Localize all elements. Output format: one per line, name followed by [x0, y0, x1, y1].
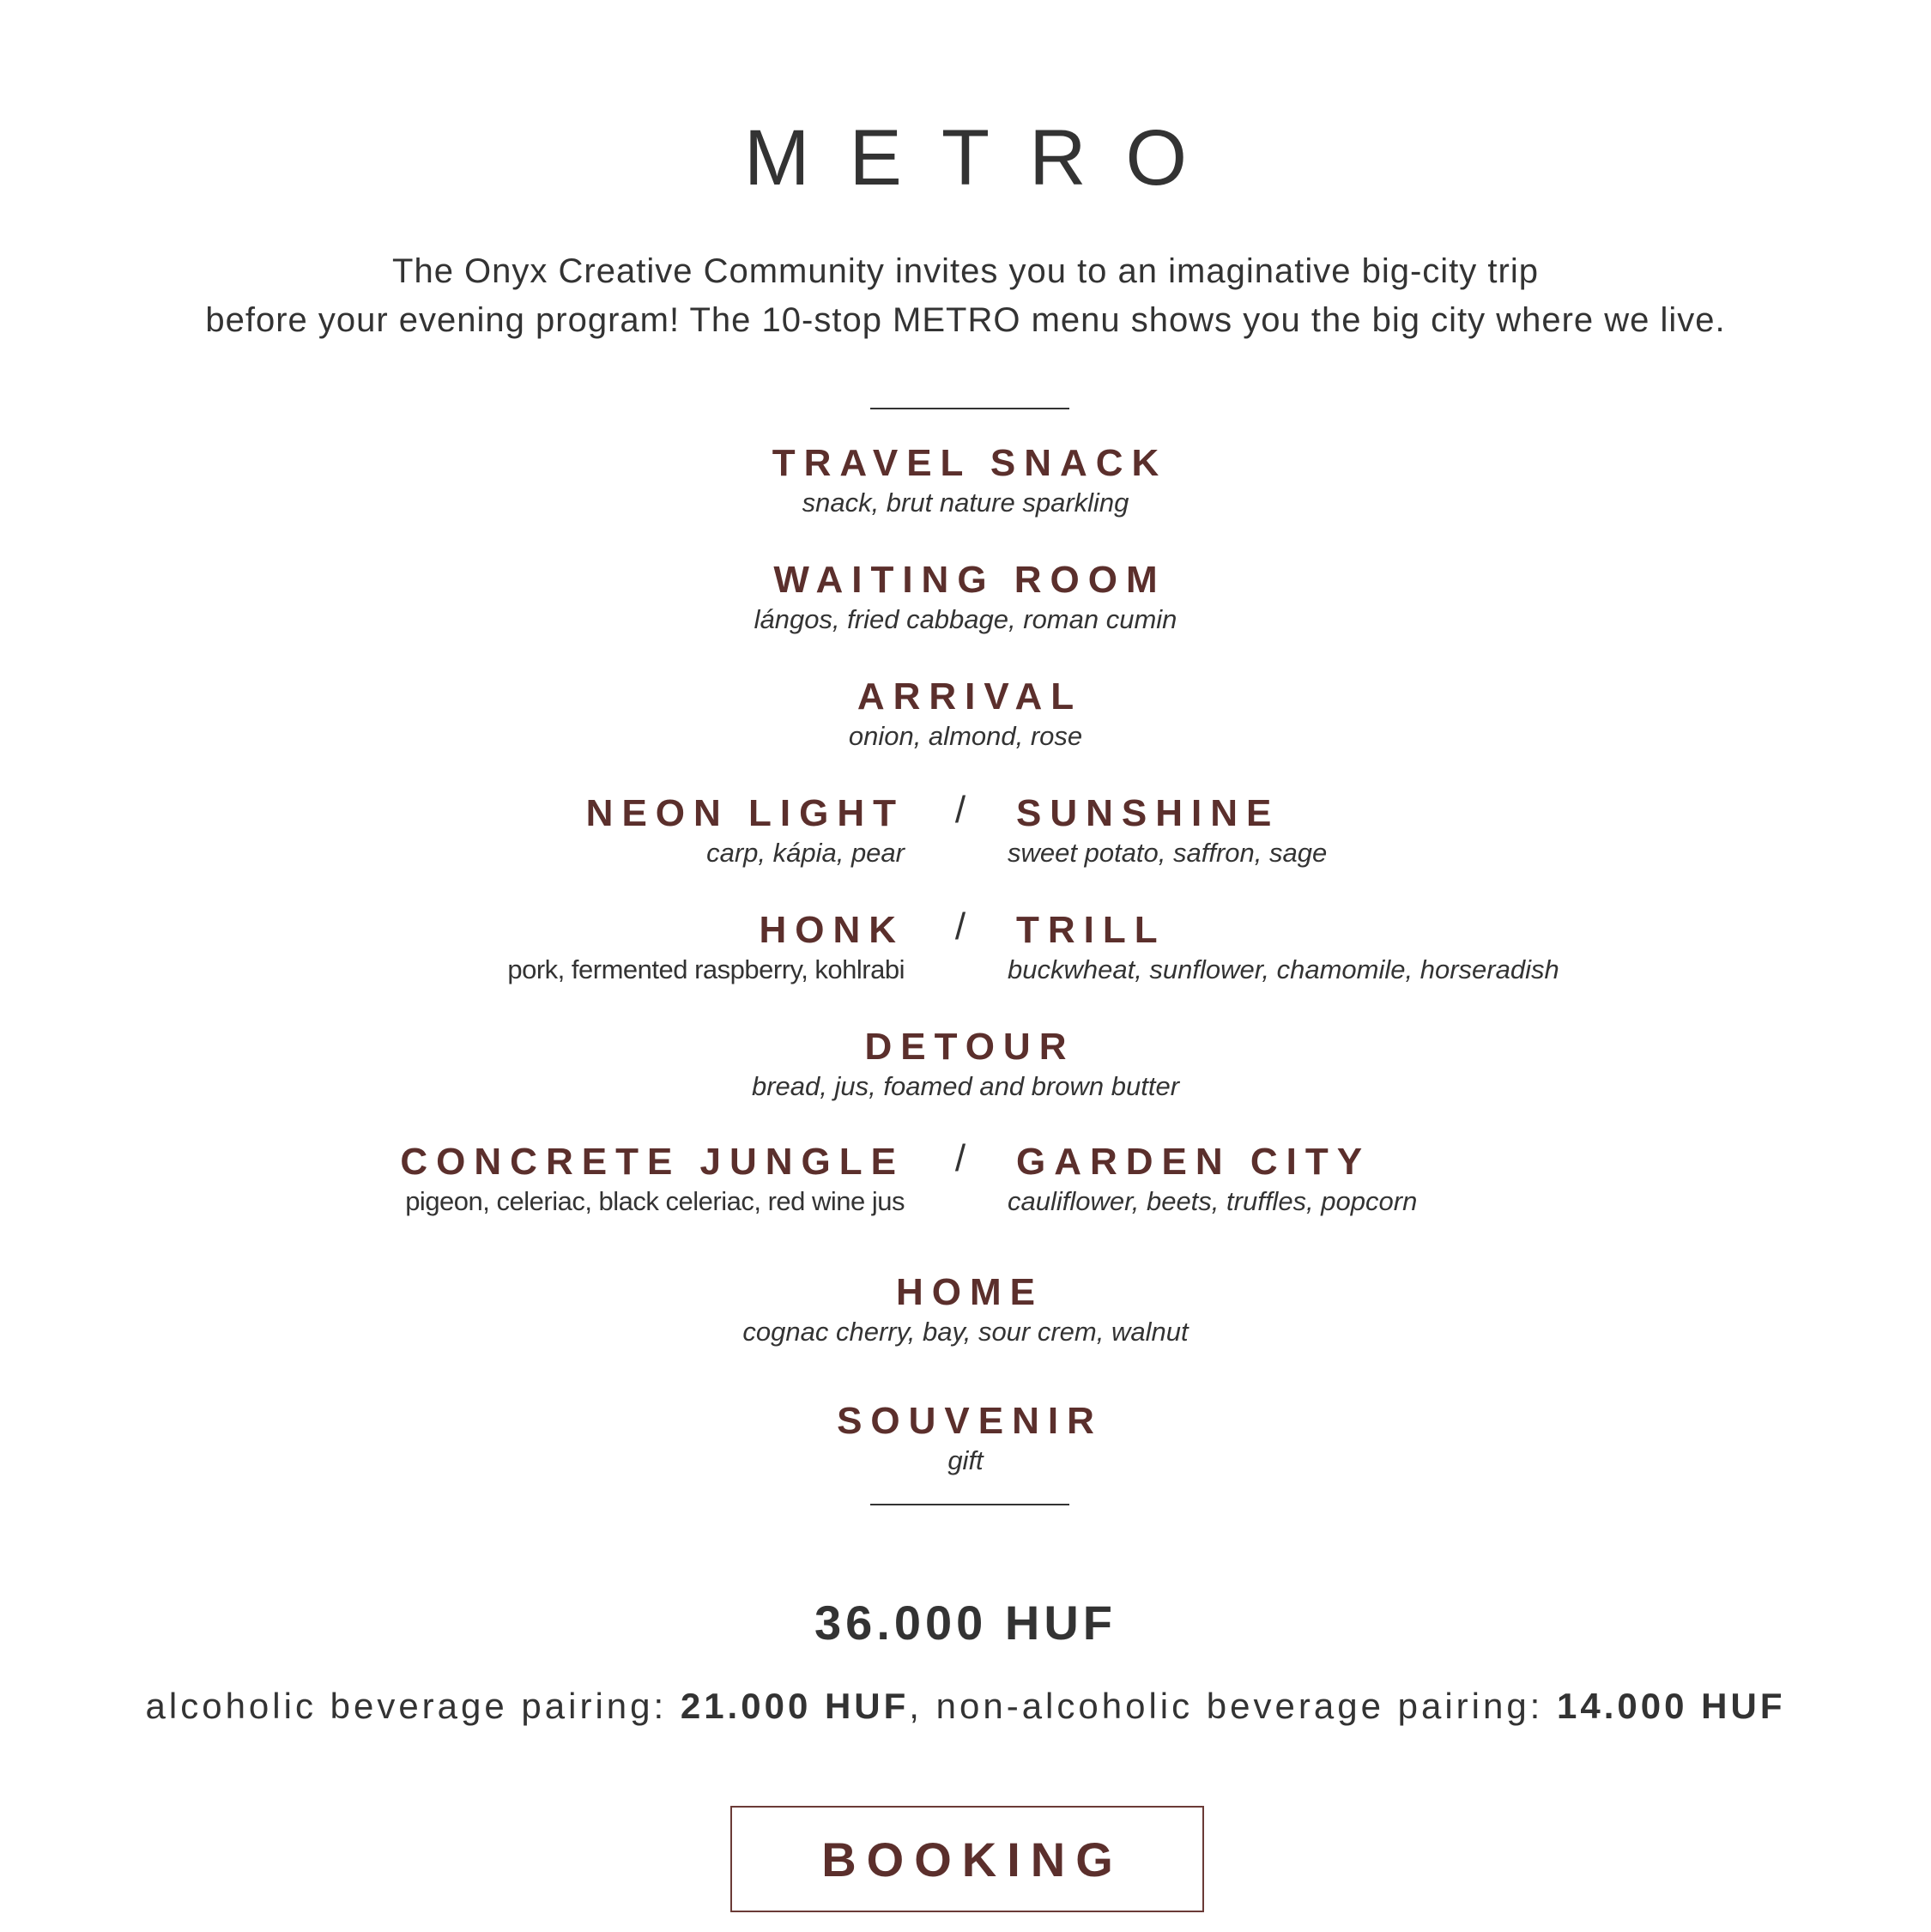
course-description: carp, kápia, pear [706, 838, 905, 868]
course-description: lángos, fried cabbage, roman cumin [754, 604, 1177, 634]
course-travel-snack [0, 441, 1931, 520]
course-name: TRILL [1016, 909, 1166, 951]
course-name: DETOUR [864, 1026, 1075, 1068]
beverage-pairing [0, 1682, 1931, 1730]
course-honk [507, 908, 905, 987]
course-description: bread, jus, foamed and brown butter [751, 1071, 1180, 1101]
course-name: GARDEN CITY [1016, 1141, 1371, 1183]
course-sunshine [1008, 791, 1327, 870]
alcoholic-pairing-price: 21.000 HUF [680, 1686, 910, 1726]
course-description: pigeon, celeriac, black celeriac, red wine jus [405, 1186, 905, 1216]
course-concrete-jungle [400, 1140, 905, 1219]
booking-button[interactable] [730, 1806, 1204, 1912]
course-souvenir [0, 1399, 1931, 1478]
course-description: snack, brut nature sparkling [802, 488, 1129, 518]
course-trill [1008, 908, 1559, 987]
bottom-divider [870, 1504, 1069, 1505]
pair-separator: / [954, 789, 966, 831]
course-arrival [0, 675, 1931, 754]
intro-line-1: The Onyx Creative Community invites you to an imaginative big-city trip [392, 252, 1539, 290]
course-name: WAITING ROOM [773, 559, 1166, 601]
course-waiting-room [0, 558, 1931, 637]
course-description: cognac cherry, bay, sour crem, walnut [742, 1317, 1189, 1347]
course-description: onion, almond, rose [848, 721, 1083, 751]
course-name: NEON LIGHT [585, 792, 905, 834]
pair-separator: / [954, 905, 966, 948]
course-name: ARRIVAL [857, 675, 1083, 718]
course-detour [0, 1025, 1931, 1104]
intro-line-2: before your evening program! The 10-stop METRO menu shows you the big city where we live. [205, 301, 1726, 339]
course-description: buckwheat, sunflower, chamomile, horseradish [1008, 954, 1559, 984]
course-description: pork, fermented raspberry, kohlrabi [507, 954, 905, 984]
course-description: cauliflower, beets, truffles, popcorn [1008, 1186, 1418, 1216]
course-name: SOUVENIR [837, 1400, 1103, 1442]
alcoholic-pairing-label: alcoholic beverage pairing: [145, 1686, 681, 1726]
course-neon-light [586, 791, 905, 870]
course-name: HOME [896, 1271, 1044, 1313]
course-name: TRAVEL SNACK [772, 442, 1168, 484]
course-name: CONCRETE JUNGLE [400, 1141, 905, 1183]
pairing-separator: , [909, 1686, 936, 1726]
top-divider [870, 408, 1069, 409]
course-name: HONK [759, 909, 905, 951]
menu-price: 36.000 HUF [814, 1596, 1117, 1650]
course-home [0, 1270, 1931, 1349]
course-description: gift [947, 1445, 984, 1475]
pair-separator: / [954, 1137, 966, 1179]
course-garden-city [1008, 1140, 1417, 1219]
course-name: SUNSHINE [1016, 792, 1280, 834]
non-alcoholic-pairing-price: 14.000 HUF [1557, 1686, 1786, 1726]
non-alcoholic-pairing-label: non-alcoholic beverage pairing: [935, 1686, 1558, 1726]
booking-button-label: BOOKING [821, 1832, 1123, 1887]
course-description: sweet potato, saffron, sage [1008, 838, 1328, 868]
page-title: METRO [743, 114, 1227, 202]
